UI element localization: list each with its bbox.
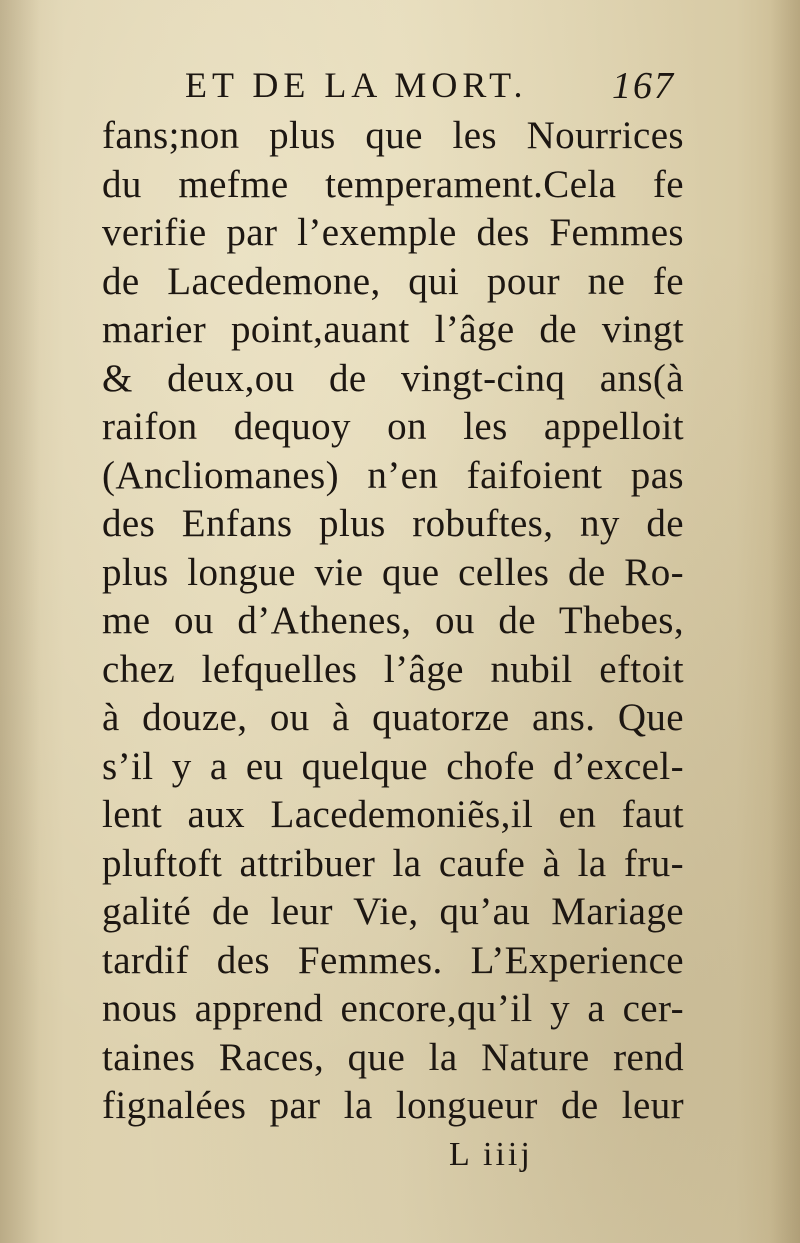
page-edge-shadow (770, 0, 800, 1243)
text-line: des Enfans plus robuftes, ny de (102, 502, 684, 545)
text-line: galité de leur Vie, qu’au Mariage (102, 890, 684, 933)
text-line: tardif des Femmes. L’Experience (102, 938, 684, 982)
text-line: pluftoft attribuer la caufe à la fru- (102, 841, 684, 885)
text-line: nous apprend encore,qu’il y a cer- (102, 987, 684, 1030)
text-line: me ou d’Athenes, ou de Thebes, (102, 599, 684, 642)
text-line: de Lacedemone, qui pour ne fe (102, 259, 684, 303)
text-line: verifie par l’exemple des Femmes (102, 211, 684, 254)
text-line: (Ancliomanes) n’en faifoient pas (102, 453, 684, 497)
running-head: ET DE LA MORT. (185, 65, 528, 105)
page-number: 167 (612, 65, 675, 107)
page-fold-shadow (0, 0, 40, 1243)
text-line: à douze, ou à quatorze ans. Que (102, 696, 684, 739)
text-line: chez lefquelles l’âge nubil eftoit (102, 647, 684, 691)
text-line: fignalées par la longueur de leur (102, 1084, 684, 1127)
body-text (102, 112, 684, 1131)
text-line: & deux,ou de vingt-cinq ans(à (102, 356, 684, 400)
page-header (185, 64, 675, 112)
text-line: marier point,auant l’âge de vingt (102, 308, 684, 351)
text-line: taines Races, que la Nature rend (102, 1035, 684, 1079)
text-line: s’il y a eu quelque chofe d’excel- (102, 744, 684, 788)
text-line: fans;non plus que les Nourrices (102, 114, 684, 157)
text-line: lent aux Lacedemoniẽs,il en faut (102, 793, 684, 836)
signature-mark: L iiij (449, 1136, 533, 1173)
text-line: raifon dequoy on les appelloit (102, 405, 684, 448)
text-line: du mefme temperament.Cela fe (102, 162, 684, 206)
text-line: plus longue vie que celles de Ro- (102, 550, 684, 594)
